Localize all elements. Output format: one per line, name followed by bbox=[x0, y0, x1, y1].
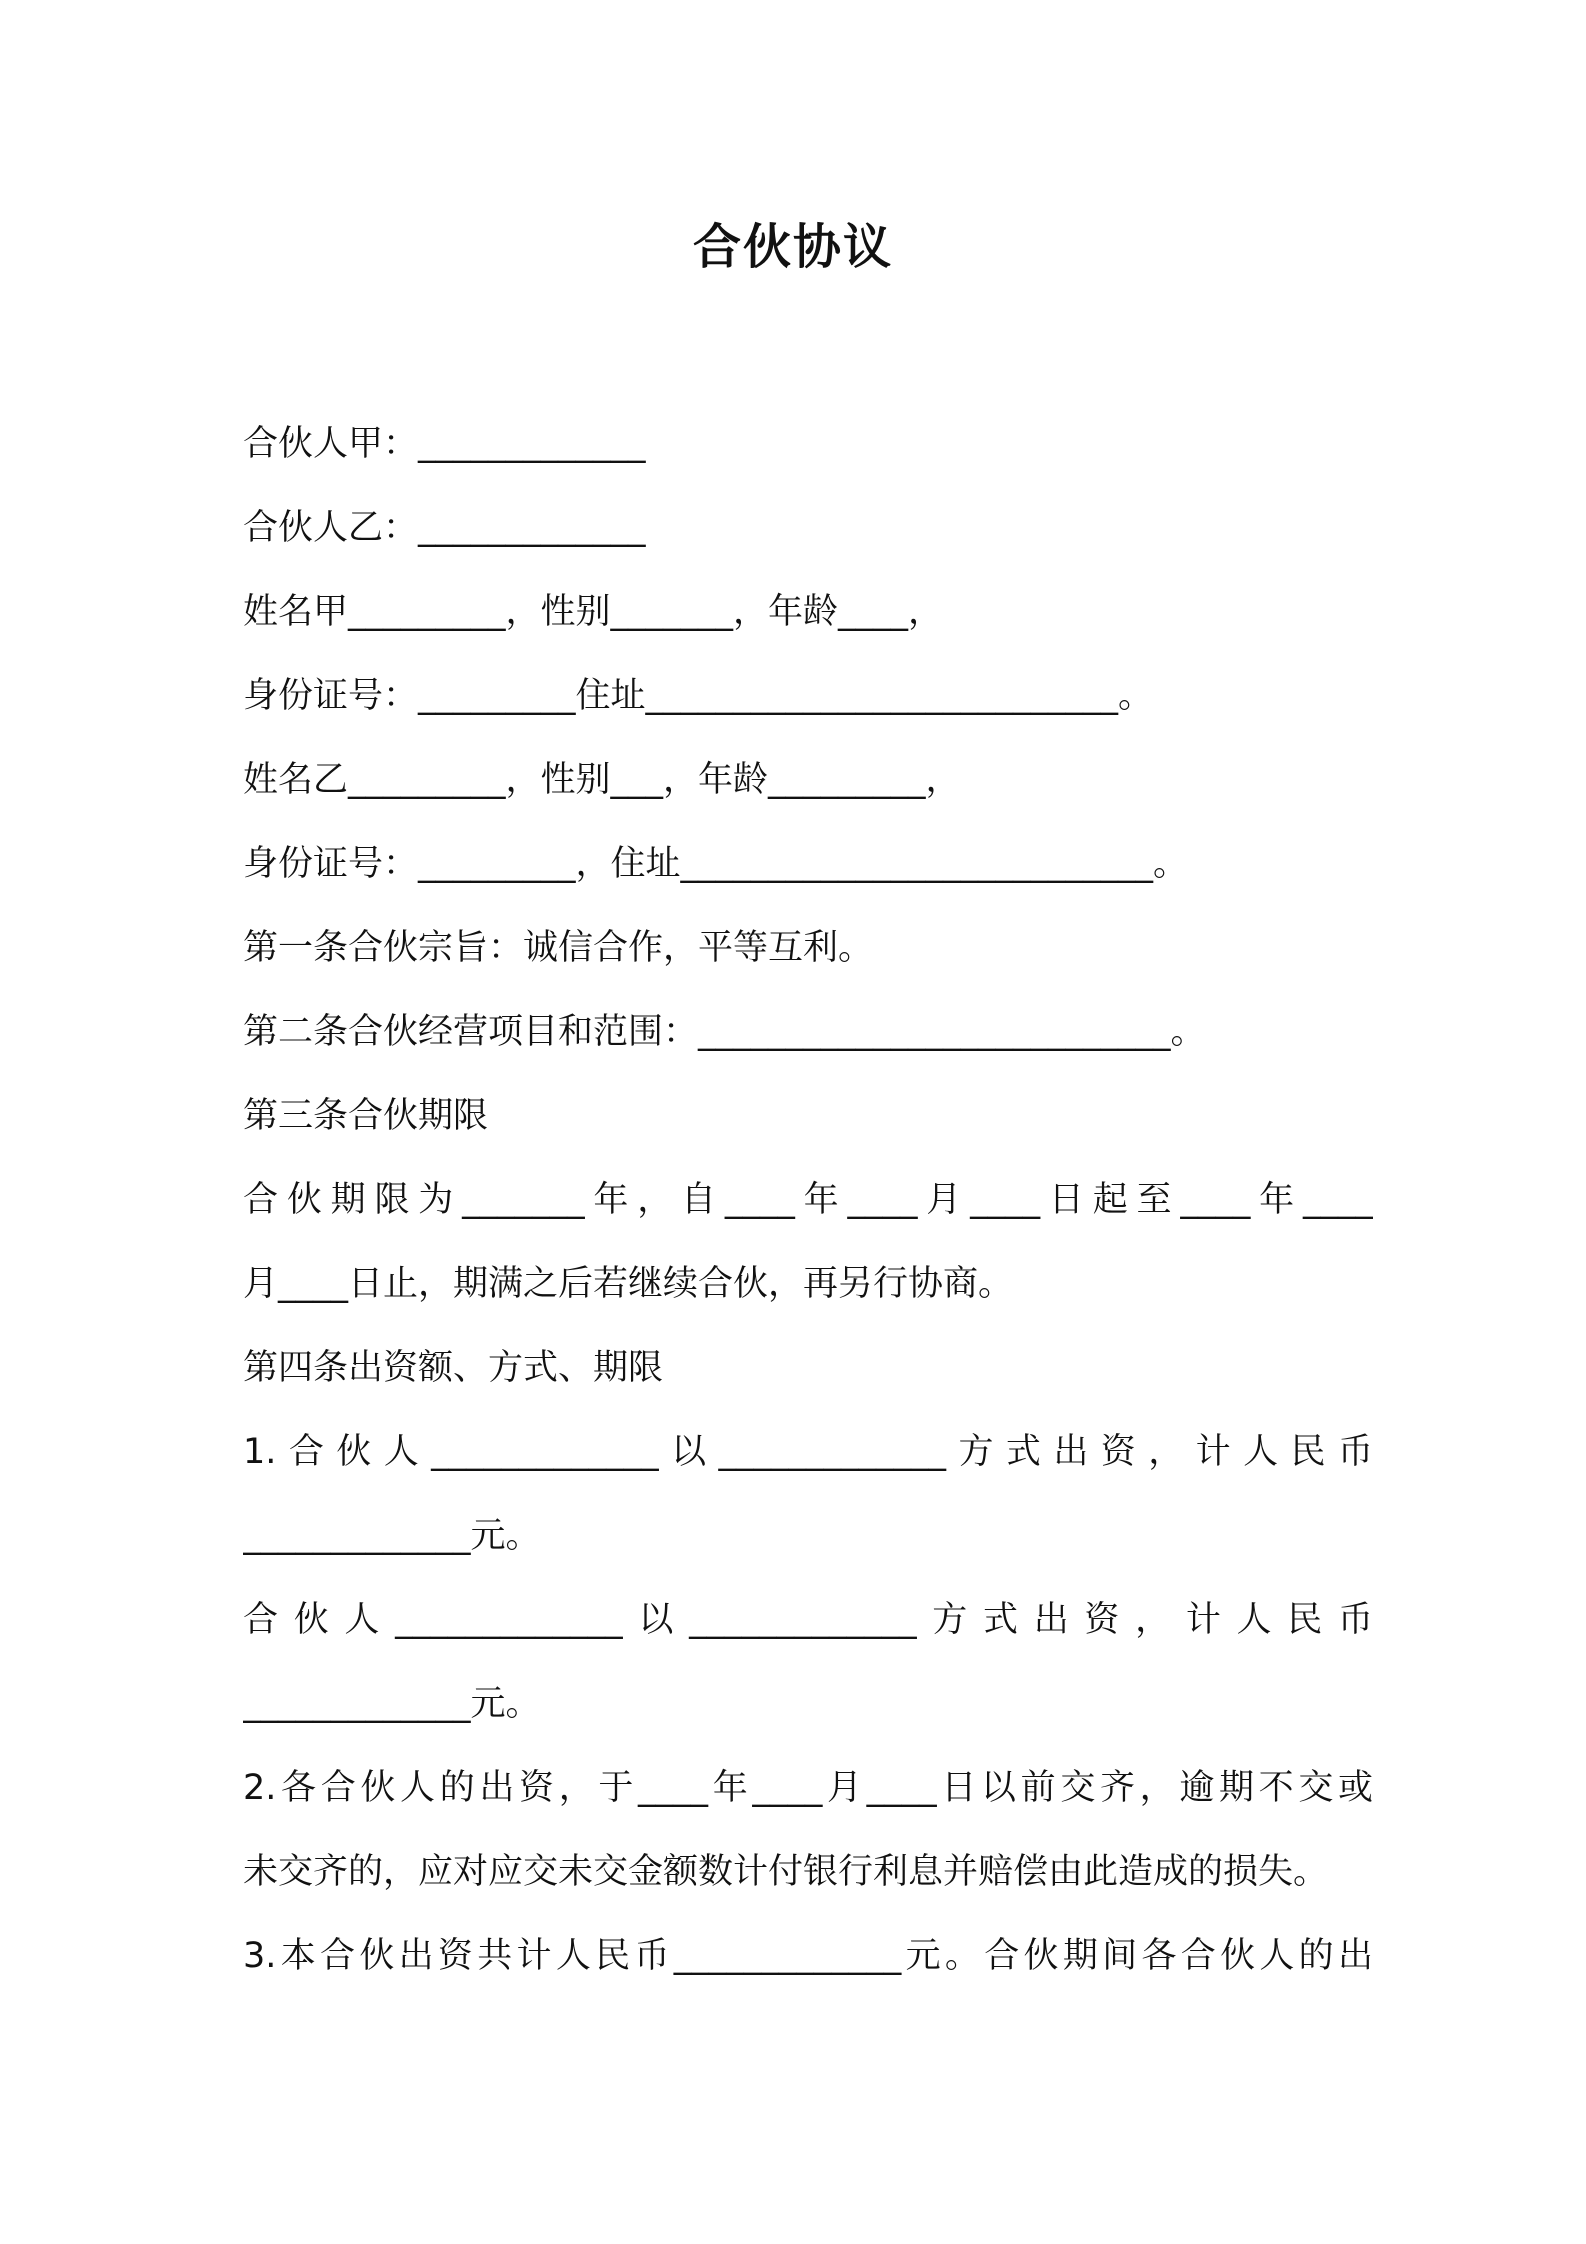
contribution-1-line: 1.合伙人_____________以_____________方式出资，计人民币 bbox=[243, 1432, 1373, 1472]
partner-a-line: 合伙人甲：_____________ bbox=[243, 424, 646, 464]
article-4-heading: 第四条出资额、方式、期限 bbox=[243, 1348, 664, 1388]
term-line-1: 合伙期限为_______年，自____年____月____日起至____年____ bbox=[243, 1180, 1373, 1220]
article-3-heading: 第三条合伙期限 bbox=[243, 1096, 489, 1136]
term-line-2: 月____日止，期满之后若继续合伙，再另行协商。 bbox=[243, 1264, 1014, 1304]
partner-b-line: 合伙人乙：_____________ bbox=[243, 508, 646, 548]
payment-deadline-line-2: 未交齐的，应对应交未交金额数计付银行利息并赔偿由此造成的损失。 bbox=[243, 1852, 1329, 1892]
id-address-a-line: 身份证号：_________住址___________________________。 bbox=[243, 676, 1154, 716]
payment-deadline-line-1: 2.各合伙人的出资，于____年____月____日以前交齐，逾期不交或 bbox=[243, 1768, 1373, 1808]
name-a-line: 姓名甲_________，性别_______，年龄____， bbox=[243, 592, 944, 632]
contribution-2-amount-line: _____________元。 bbox=[243, 1684, 541, 1724]
document-title: 合伙协议 bbox=[692, 219, 893, 275]
total-contribution-line: 3.本合伙出资共计人民币_____________元。合伙期间各合伙人的出 bbox=[243, 1936, 1373, 1976]
article-2-line: 第二条合伙经营项目和范围：___________________________。 bbox=[243, 1012, 1206, 1052]
contribution-2-line: 合伙人_____________以_____________方式出资，计人民币 bbox=[243, 1600, 1373, 1640]
article-1-line: 第一条合伙宗旨：诚信合作，平等互利。 bbox=[243, 928, 874, 968]
contribution-1-amount-line: _____________元。 bbox=[243, 1516, 541, 1556]
id-address-b-line: 身份证号：_________，住址___________________________。 bbox=[243, 844, 1189, 884]
document-body bbox=[243, 402, 1373, 1998]
name-b-line: 姓名乙_________，性别___，年龄_________， bbox=[243, 760, 961, 800]
